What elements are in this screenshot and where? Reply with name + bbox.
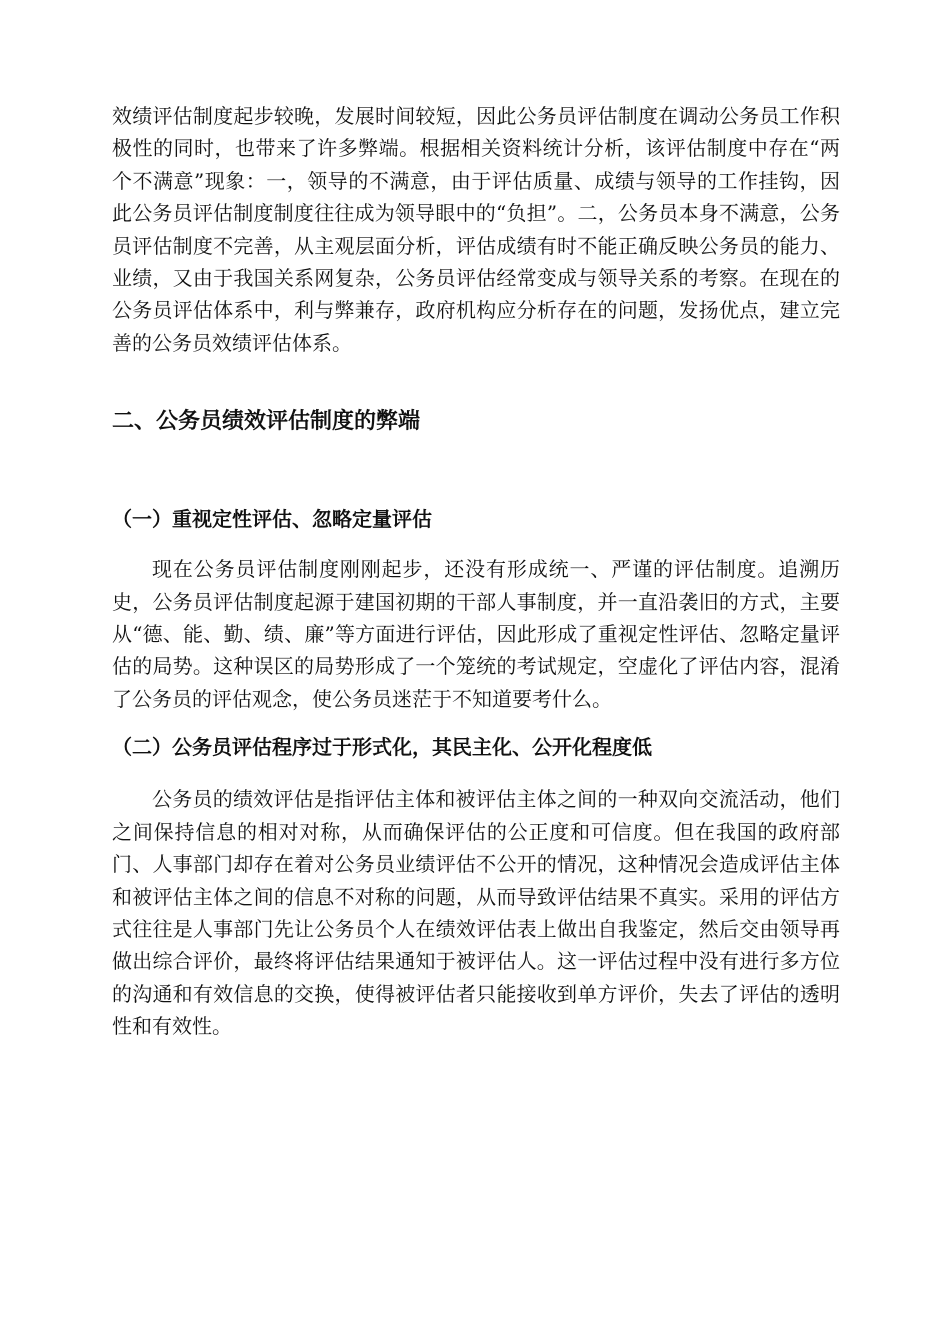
intro-paragraph: 效绩评估制度起步较晚，发展时间较短，因此公务员评估制度在调动公务员工作积极性的同时，也带来了许多弊端。根据相关资料统计分析，该评估制度中存在“两个不满意”现象：一，领导的不满意，由于评估质量、成绩与领导的工作挂钩，因此公务员评估制度制度往往成为领导眼中的“负担”。二，公务员本身不满意，公务员评估制度不完善，从主观层面分析，评估成绩有时不能正确反映公务员的能力、业绩，又由于我国关系网复杂，公务员评估经常变成与领导关系的考察。在现在的公务员评估体系中，利与弊兼存，政府机构应分析存在的问题，发扬优点，建立完善的公务员效绩评估体系。 xyxy=(112,104,840,355)
subsection-1-paragraph: 现在公务员评估制度刚刚起步，还没有形成统一、严谨的评估制度。追溯历史，公务员评估制度起源于建国初期的干部人事制度，并一直沿袭旧的方式，主要从“德、能、勤、绩、廉”等方面进行评估，因此形成了重视定性评估、忽略定量评估的局势。这种误区的局势形成了一个笼统的考试规定，空虚化了评估内容，混淆了公务员的评估观念，使公务员迷茫于不知道要考什么。 xyxy=(112,557,840,711)
subsection-2-heading: （二）公务员评估程序过于形式化，其民主化、公开化程度低 xyxy=(112,735,652,760)
section-heading: 二、公务员绩效评估制度的弊端 xyxy=(112,409,421,435)
subsection-2-paragraph: 公务员的绩效评估是指评估主体和被评估主体之间的一种双向交流活动，他们之间保持信息的相对对称，从而确保评估的公正度和可信度。但在我国的政府部门、人事部门却存在着对公务员业绩评估不公开的情况，这种情况会造成评估主体和被评估主体之间的信息不对称的问题，从而导致评估结果不真实。采用的评估方式往往是人事部门先让公务员个人在绩效评估表上做出自我鉴定，然后交由领导再做出综合评价，最终将评估结果通知于被评估人。这一评估过程中没有进行多方位的沟通和有效信息的交换，使得被评估者只能接收到单方评价，失去了评估的透明性和有效性。 xyxy=(112,787,840,1039)
subsection-1-heading: （一）重视定性评估、忽略定量评估 xyxy=(112,507,432,532)
document-page xyxy=(112,100,840,1043)
